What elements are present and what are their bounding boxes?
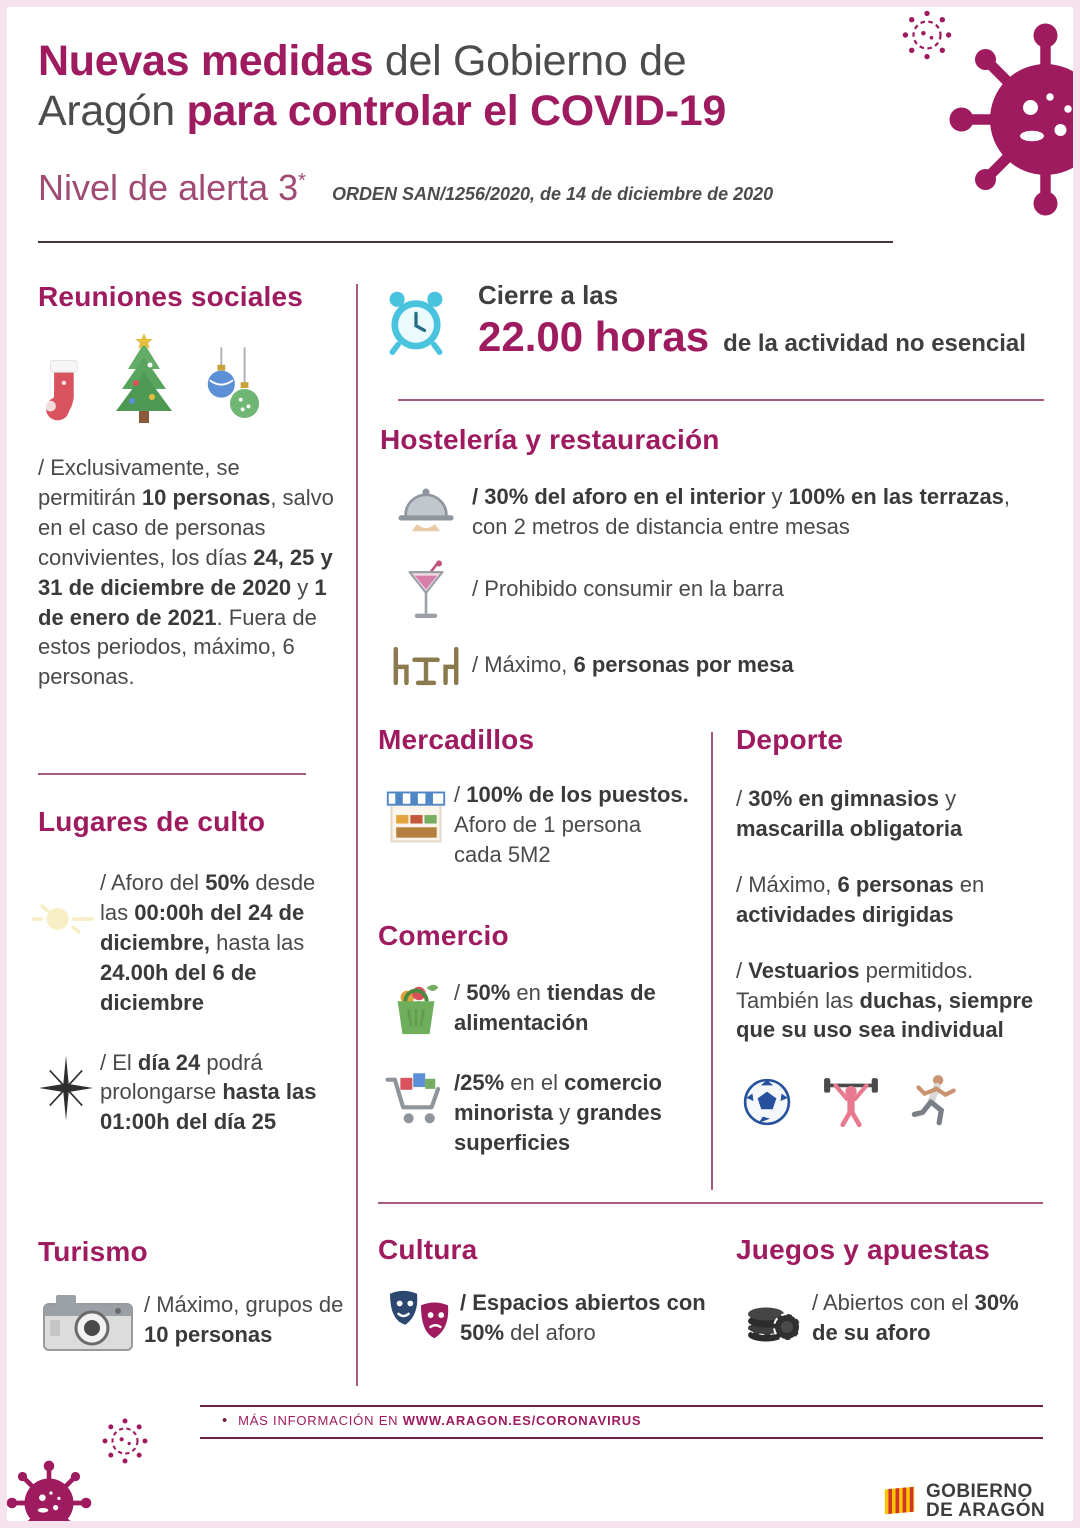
virus-icon — [948, 22, 1080, 217]
cultura-item-1 — [378, 1288, 708, 1348]
theater-masks-icon — [384, 1288, 454, 1346]
hosteleria-text-1: / 30% del aforo en el interior y 100% en las terrazas, con 2 metros de distancia entre mesas — [472, 484, 1011, 539]
page-title — [38, 36, 918, 137]
deporte-text-3: / Vestuarios permitidos. También las duchas, siempre que su uso sea individual — [736, 957, 1034, 1043]
section-title: Deporte — [736, 724, 844, 755]
hosteleria-item-3 — [380, 642, 1044, 690]
section-reuniones-sociales — [38, 281, 338, 692]
virus-outline-icon — [900, 8, 954, 62]
section-hosteleria — [380, 424, 1044, 708]
section-turismo — [38, 1236, 353, 1354]
soccer-ball-icon — [742, 1077, 792, 1127]
section-title: Reuniones sociales — [38, 281, 304, 312]
christmas-stocking-icon — [38, 351, 88, 429]
culto-item-2 — [38, 1048, 338, 1138]
christmas-tree-icon — [106, 333, 182, 429]
section-mercadillos — [378, 724, 694, 870]
deporte-text-1: / 30% en gimnasios y mascarilla obligatoria — [736, 786, 963, 841]
title-accent-1: Nuevas medidas — [38, 37, 374, 85]
sports-icons-row — [736, 1073, 1043, 1131]
culto-text-1: / Aforo del 50% desde las 00:00h del 24 de diciembre, hasta las 24.00h del 6 de diciembre — [100, 870, 316, 1015]
footer-rule-bottom — [200, 1437, 1043, 1439]
culto-item-1 — [38, 868, 338, 1018]
section-comercio — [378, 920, 694, 1158]
alert-level: Nivel de alerta 3* — [38, 166, 306, 208]
title-normal-2: Aragón — [38, 87, 187, 136]
section-title: Hostelería y restauración — [380, 424, 720, 455]
section-title: Cultura — [378, 1234, 478, 1265]
section-title: Lugares de culto — [38, 806, 266, 837]
mercadillos-item-1 — [378, 780, 694, 870]
footer-rule-top — [200, 1405, 1043, 1407]
comercio-text-1: / 50% en tiendas de alimentación — [454, 980, 656, 1035]
title-normal-1: del Gobierno de — [373, 37, 687, 85]
header — [38, 36, 918, 209]
deporte-text-2: / Máximo, 6 personas en actividades dirigidas — [736, 871, 985, 927]
right-divider-1 — [398, 399, 1044, 401]
culto-text-2: / El día 24 podrá prolongarse hasta las 01:00h del día 25 — [100, 1049, 317, 1135]
alarm-clock-icon — [382, 284, 450, 358]
title-accent-2: para controlar el COVID-19 — [186, 87, 726, 136]
footer-url: WWW.ARAGON.ES/CORONAVIRUS — [402, 1413, 642, 1428]
juegos-text-1: / Abiertos con el 30% de su aforo — [812, 1290, 1019, 1345]
hosteleria-text-2: / Prohibido consumir en la barra — [472, 575, 784, 601]
cierre-rest: de la actividad no esencial — [723, 330, 1026, 357]
comercio-text-2: /25% en el comercio minorista y grandes superficies — [454, 1070, 662, 1155]
camera-icon — [42, 1290, 134, 1354]
aragon-flag-icon — [884, 1483, 916, 1519]
alert-asterisk: * — [298, 169, 306, 192]
sun-icon — [32, 896, 96, 942]
comercio-item-2 — [378, 1068, 694, 1158]
gobierno-aragon-logo — [884, 1482, 1045, 1521]
section-cierre — [382, 280, 1044, 361]
order-reference: ORDEN SAN/1256/2020, de 14 de diciembre de 2020 — [331, 183, 774, 204]
section-title: Turismo — [38, 1236, 148, 1267]
section-lugares-de-culto — [38, 806, 338, 1137]
footer-bullet: • — [222, 1412, 229, 1429]
runner-icon — [910, 1073, 958, 1131]
alert-row — [38, 167, 918, 209]
mercadillos-text-1: / 100% de los puestos. Aforo de 1 persona cada 5M2 — [454, 782, 689, 867]
section-title: Juegos y apuestas — [736, 1234, 990, 1265]
juegos-item-1 — [736, 1288, 1043, 1348]
gobierno-aragon-text: GOBIERNO DE ARAGÓN — [926, 1481, 1046, 1522]
section-juegos — [736, 1234, 1043, 1348]
comercio-item-1 — [378, 978, 694, 1038]
sub-vertical-divider — [711, 732, 713, 1190]
grocery-basket-icon — [386, 978, 446, 1038]
market-stall-icon — [384, 786, 448, 846]
virus-icon — [6, 1460, 92, 1528]
virus-outline-icon — [100, 1416, 150, 1466]
turismo-item-1 — [38, 1290, 353, 1354]
star-sparkle-icon — [39, 1052, 93, 1124]
christmas-icons-row — [38, 329, 338, 429]
ornaments-icon — [200, 347, 262, 429]
section-cultura — [378, 1234, 708, 1348]
poker-chips-icon — [744, 1288, 804, 1346]
cierre-intro: Cierre a las — [478, 280, 619, 310]
cierre-time: 22.00 horas — [478, 313, 710, 360]
cultura-text-1: / Espacios abiertos con 50% del aforo — [460, 1290, 706, 1345]
table-chairs-icon — [387, 642, 465, 690]
right-divider-2 — [378, 1202, 1043, 1204]
hosteleria-text-3: / Máximo, 6 personas por mesa — [472, 651, 794, 677]
footer-info — [222, 1412, 1022, 1429]
footer-info-text: MÁS INFORMACIÓN EN WWW.ARAGON.ES/CORONAVIRUS — [238, 1413, 642, 1428]
section-title: Comercio — [378, 920, 509, 951]
section-title: Mercadillos — [378, 724, 535, 755]
weightlifter-icon — [822, 1073, 880, 1131]
header-rule — [38, 241, 893, 243]
main-vertical-divider — [356, 284, 358, 1386]
section-deporte — [736, 724, 1043, 1131]
serving-dish-icon — [394, 482, 458, 536]
cocktail-icon — [403, 560, 449, 624]
shopping-cart-icon — [382, 1068, 450, 1130]
reuniones-text: / Exclusivamente, se permitirán 10 personas, salvo en el caso de personas convivientes, los días 24, 25 y 31 de diciembre de 2020 y 1 de enero de 2021. Fuera de estos periodos, máximo, 6 personas. — [38, 455, 334, 690]
hosteleria-item-1 — [380, 482, 1044, 542]
turismo-text-1: / Máximo, grupos de 10 personas — [144, 1292, 344, 1347]
hosteleria-item-2 — [380, 560, 1044, 624]
left-divider-1 — [38, 773, 306, 775]
